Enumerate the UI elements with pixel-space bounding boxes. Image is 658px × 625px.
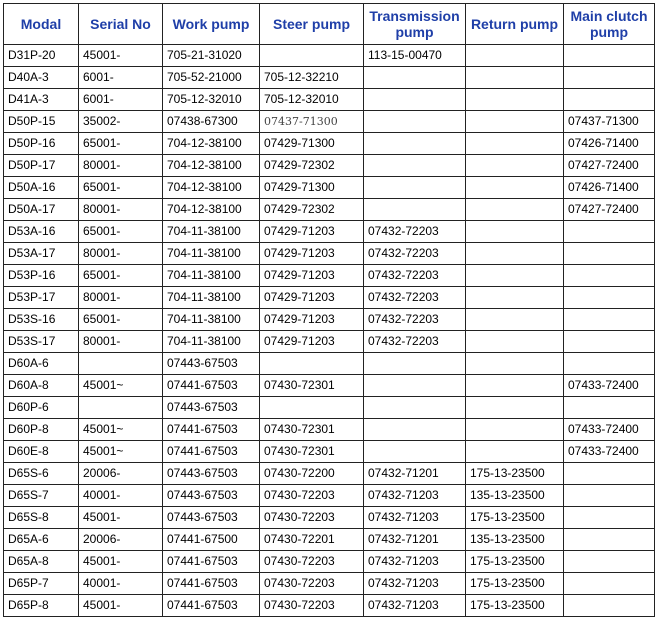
cell-modal: D65S-6 [4, 463, 79, 485]
table-row [4, 155, 655, 177]
cell-serial-no: 45001- [79, 507, 163, 529]
cell-modal: D65A-8 [4, 551, 79, 573]
cell-main-clutch-pump: 07433-72400 [564, 419, 655, 441]
cell-serial-no: 45001~ [79, 419, 163, 441]
cell-main-clutch-pump: 07433-72400 [564, 441, 655, 463]
cell-return-pump [466, 353, 564, 375]
table-row [4, 529, 655, 551]
cell-steer-pump: 07429-71203 [260, 309, 364, 331]
cell-modal: D60A-8 [4, 375, 79, 397]
cell-main-clutch-pump [564, 265, 655, 287]
header-serial-no: Serial No [79, 4, 163, 45]
cell-modal: D40A-3 [4, 67, 79, 89]
cell-modal: D53P-17 [4, 287, 79, 309]
table-row [4, 551, 655, 573]
cell-return-pump [466, 111, 564, 133]
cell-modal: D53A-16 [4, 221, 79, 243]
cell-modal: D53A-17 [4, 243, 79, 265]
cell-modal: D65P-8 [4, 595, 79, 617]
cell-main-clutch-pump: 07437-71300 [564, 111, 655, 133]
cell-return-pump [466, 199, 564, 221]
cell-main-clutch-pump [564, 67, 655, 89]
cell-return-pump [466, 397, 564, 419]
cell-main-clutch-pump [564, 573, 655, 595]
cell-transmission-pump [364, 375, 466, 397]
cell-transmission-pump: 07432-72203 [364, 287, 466, 309]
parts-table-container [3, 3, 655, 617]
cell-transmission-pump: 07432-72203 [364, 309, 466, 331]
cell-main-clutch-pump [564, 463, 655, 485]
cell-transmission-pump: 07432-71203 [364, 485, 466, 507]
cell-steer-pump: 07429-71203 [260, 265, 364, 287]
cell-main-clutch-pump [564, 353, 655, 375]
cell-modal: D60E-8 [4, 441, 79, 463]
cell-steer-pump [260, 45, 364, 67]
cell-main-clutch-pump [564, 287, 655, 309]
cell-return-pump: 135-13-23500 [466, 485, 564, 507]
cell-main-clutch-pump [564, 397, 655, 419]
cell-work-pump: 07443-67503 [163, 485, 260, 507]
cell-transmission-pump: 07432-71203 [364, 551, 466, 573]
cell-return-pump: 175-13-23500 [466, 573, 564, 595]
cell-return-pump: 175-13-23500 [466, 463, 564, 485]
cell-return-pump: 175-13-23500 [466, 507, 564, 529]
cell-steer-pump: 705-12-32010 [260, 89, 364, 111]
cell-modal: D53P-16 [4, 265, 79, 287]
cell-transmission-pump: 07432-71201 [364, 463, 466, 485]
cell-work-pump: 704-12-38100 [163, 199, 260, 221]
cell-steer-pump: 07430-72203 [260, 551, 364, 573]
cell-work-pump: 704-12-38100 [163, 155, 260, 177]
cell-transmission-pump: 07432-72203 [364, 265, 466, 287]
header-work-pump: Work pump [163, 4, 260, 45]
cell-steer-pump: 07429-71300 [260, 177, 364, 199]
cell-main-clutch-pump [564, 89, 655, 111]
table-row [4, 375, 655, 397]
cell-modal: D65A-6 [4, 529, 79, 551]
cell-serial-no: 65001- [79, 133, 163, 155]
cell-serial-no: 80001- [79, 243, 163, 265]
table-row [4, 353, 655, 375]
cell-steer-pump: 07430-72203 [260, 485, 364, 507]
table-row [4, 89, 655, 111]
cell-return-pump: 175-13-23500 [466, 551, 564, 573]
cell-transmission-pump [364, 199, 466, 221]
cell-transmission-pump [364, 89, 466, 111]
cell-return-pump [466, 45, 564, 67]
table-row [4, 463, 655, 485]
cell-main-clutch-pump [564, 529, 655, 551]
table-row [4, 133, 655, 155]
cell-steer-pump: 07430-72200 [260, 463, 364, 485]
cell-work-pump: 07441-67503 [163, 573, 260, 595]
cell-return-pump [466, 309, 564, 331]
cell-return-pump [466, 287, 564, 309]
cell-main-clutch-pump: 07426-71400 [564, 177, 655, 199]
cell-return-pump [466, 177, 564, 199]
cell-steer-pump: 07429-71300 [260, 133, 364, 155]
cell-work-pump: 07443-67503 [163, 463, 260, 485]
cell-serial-no: 45001~ [79, 375, 163, 397]
cell-serial-no: 35002- [79, 111, 163, 133]
cell-serial-no: 45001- [79, 45, 163, 67]
cell-work-pump: 07443-67503 [163, 397, 260, 419]
cell-steer-pump: 07429-72302 [260, 155, 364, 177]
cell-work-pump: 07441-67503 [163, 595, 260, 617]
cell-modal: D50P-17 [4, 155, 79, 177]
cell-steer-pump: 705-12-32210 [260, 67, 364, 89]
cell-transmission-pump [364, 419, 466, 441]
cell-transmission-pump [364, 397, 466, 419]
cell-work-pump: 704-11-38100 [163, 265, 260, 287]
cell-modal: D50P-15 [4, 111, 79, 133]
cell-serial-no: 20006- [79, 463, 163, 485]
header-main-clutch-pump: Main clutch pump [564, 4, 655, 45]
table-row [4, 221, 655, 243]
table-row [4, 177, 655, 199]
cell-return-pump [466, 243, 564, 265]
table-row [4, 485, 655, 507]
cell-work-pump: 07443-67503 [163, 353, 260, 375]
cell-main-clutch-pump: 07426-71400 [564, 133, 655, 155]
cell-work-pump: 704-11-38100 [163, 287, 260, 309]
cell-work-pump: 704-11-38100 [163, 243, 260, 265]
cell-serial-no: 20006- [79, 529, 163, 551]
cell-main-clutch-pump [564, 243, 655, 265]
cell-serial-no: 40001- [79, 485, 163, 507]
cell-transmission-pump: 07432-71203 [364, 507, 466, 529]
table-row [4, 573, 655, 595]
cell-transmission-pump: 07432-72203 [364, 243, 466, 265]
cell-steer-pump: 07429-71203 [260, 221, 364, 243]
cell-main-clutch-pump [564, 551, 655, 573]
cell-return-pump [466, 419, 564, 441]
cell-modal: D31P-20 [4, 45, 79, 67]
cell-steer-pump: 07430-72203 [260, 595, 364, 617]
table-row [4, 67, 655, 89]
header-return-pump: Return pump [466, 4, 564, 45]
cell-modal: D65S-8 [4, 507, 79, 529]
cell-serial-no: 6001- [79, 67, 163, 89]
table-row [4, 45, 655, 67]
cell-serial-no [79, 353, 163, 375]
cell-main-clutch-pump: 07427-72400 [564, 155, 655, 177]
table-row [4, 441, 655, 463]
cell-main-clutch-pump [564, 309, 655, 331]
cell-modal: D53S-17 [4, 331, 79, 353]
table-row [4, 199, 655, 221]
cell-serial-no: 80001- [79, 155, 163, 177]
cell-work-pump: 704-11-38100 [163, 331, 260, 353]
cell-transmission-pump [364, 441, 466, 463]
cell-serial-no: 45001- [79, 551, 163, 573]
header-row [4, 4, 655, 45]
cell-steer-pump [260, 353, 364, 375]
cell-steer-pump: 07429-71203 [260, 243, 364, 265]
table-row [4, 595, 655, 617]
cell-steer-pump: 07430-72301 [260, 441, 364, 463]
header-steer-pump: Steer pump [260, 4, 364, 45]
cell-transmission-pump [364, 133, 466, 155]
cell-serial-no: 65001- [79, 177, 163, 199]
table-row [4, 111, 655, 133]
cell-return-pump: 175-13-23500 [466, 595, 564, 617]
cell-main-clutch-pump: 07433-72400 [564, 375, 655, 397]
cell-work-pump: 07441-67503 [163, 375, 260, 397]
cell-modal: D60A-6 [4, 353, 79, 375]
cell-work-pump: 07441-67503 [163, 551, 260, 573]
cell-steer-pump: 07430-72201 [260, 529, 364, 551]
cell-serial-no: 80001- [79, 331, 163, 353]
cell-transmission-pump: 07432-72203 [364, 221, 466, 243]
cell-serial-no: 6001- [79, 89, 163, 111]
cell-return-pump [466, 221, 564, 243]
cell-return-pump [466, 67, 564, 89]
cell-return-pump [466, 155, 564, 177]
cell-serial-no [79, 397, 163, 419]
cell-transmission-pump [364, 67, 466, 89]
cell-return-pump [466, 133, 564, 155]
cell-transmission-pump [364, 353, 466, 375]
cell-modal: D65P-7 [4, 573, 79, 595]
cell-modal: D53S-16 [4, 309, 79, 331]
cell-return-pump [466, 375, 564, 397]
cell-steer-pump: 07429-71203 [260, 331, 364, 353]
table-row [4, 265, 655, 287]
cell-transmission-pump [364, 155, 466, 177]
cell-work-pump: 704-12-38100 [163, 177, 260, 199]
cell-transmission-pump: 113-15-00470 [364, 45, 466, 67]
cell-transmission-pump: 07432-71201 [364, 529, 466, 551]
cell-work-pump: 705-21-31020 [163, 45, 260, 67]
cell-steer-pump: 07437-71300 [260, 111, 364, 133]
cell-modal: D50A-16 [4, 177, 79, 199]
cell-serial-no: 65001- [79, 309, 163, 331]
cell-modal: D50P-16 [4, 133, 79, 155]
table-row [4, 507, 655, 529]
cell-work-pump: 705-52-21000 [163, 67, 260, 89]
table-row [4, 331, 655, 353]
cell-work-pump: 705-12-32010 [163, 89, 260, 111]
cell-serial-no: 45001~ [79, 441, 163, 463]
cell-transmission-pump [364, 177, 466, 199]
cell-return-pump [466, 265, 564, 287]
cell-steer-pump: 07430-72203 [260, 573, 364, 595]
cell-work-pump: 07441-67503 [163, 441, 260, 463]
pump-parts-table [3, 3, 655, 617]
cell-transmission-pump: 07432-71203 [364, 573, 466, 595]
cell-serial-no: 40001- [79, 573, 163, 595]
table-row [4, 287, 655, 309]
cell-main-clutch-pump [564, 45, 655, 67]
cell-transmission-pump [364, 111, 466, 133]
cell-steer-pump: 07430-72301 [260, 375, 364, 397]
cell-transmission-pump: 07432-72203 [364, 331, 466, 353]
cell-main-clutch-pump [564, 221, 655, 243]
cell-main-clutch-pump: 07427-72400 [564, 199, 655, 221]
cell-work-pump: 704-11-38100 [163, 221, 260, 243]
table-row [4, 243, 655, 265]
cell-serial-no: 80001- [79, 199, 163, 221]
cell-modal: D50A-17 [4, 199, 79, 221]
header-modal: Modal [4, 4, 79, 45]
cell-return-pump [466, 89, 564, 111]
cell-return-pump [466, 441, 564, 463]
cell-serial-no: 45001- [79, 595, 163, 617]
table-row [4, 397, 655, 419]
cell-main-clutch-pump [564, 507, 655, 529]
cell-work-pump: 704-12-38100 [163, 133, 260, 155]
cell-steer-pump: 07429-71203 [260, 287, 364, 309]
table-row [4, 419, 655, 441]
cell-work-pump: 07441-67500 [163, 529, 260, 551]
table-row [4, 309, 655, 331]
cell-main-clutch-pump [564, 331, 655, 353]
header-transmission-pump: Transmission pump [364, 4, 466, 45]
cell-transmission-pump: 07432-71203 [364, 595, 466, 617]
cell-steer-pump [260, 397, 364, 419]
cell-work-pump: 704-11-38100 [163, 309, 260, 331]
cell-steer-pump: 07429-72302 [260, 199, 364, 221]
cell-steer-pump: 07430-72203 [260, 507, 364, 529]
cell-modal: D41A-3 [4, 89, 79, 111]
cell-modal: D60P-8 [4, 419, 79, 441]
cell-return-pump: 135-13-23500 [466, 529, 564, 551]
table-body [4, 45, 655, 617]
cell-modal: D65S-7 [4, 485, 79, 507]
cell-steer-pump: 07430-72301 [260, 419, 364, 441]
cell-modal: D60P-6 [4, 397, 79, 419]
cell-work-pump: 07438-67300 [163, 111, 260, 133]
cell-return-pump [466, 331, 564, 353]
cell-serial-no: 65001- [79, 221, 163, 243]
cell-main-clutch-pump [564, 595, 655, 617]
cell-serial-no: 65001- [79, 265, 163, 287]
cell-serial-no: 80001- [79, 287, 163, 309]
cell-work-pump: 07441-67503 [163, 419, 260, 441]
cell-main-clutch-pump [564, 485, 655, 507]
cell-work-pump: 07443-67503 [163, 507, 260, 529]
